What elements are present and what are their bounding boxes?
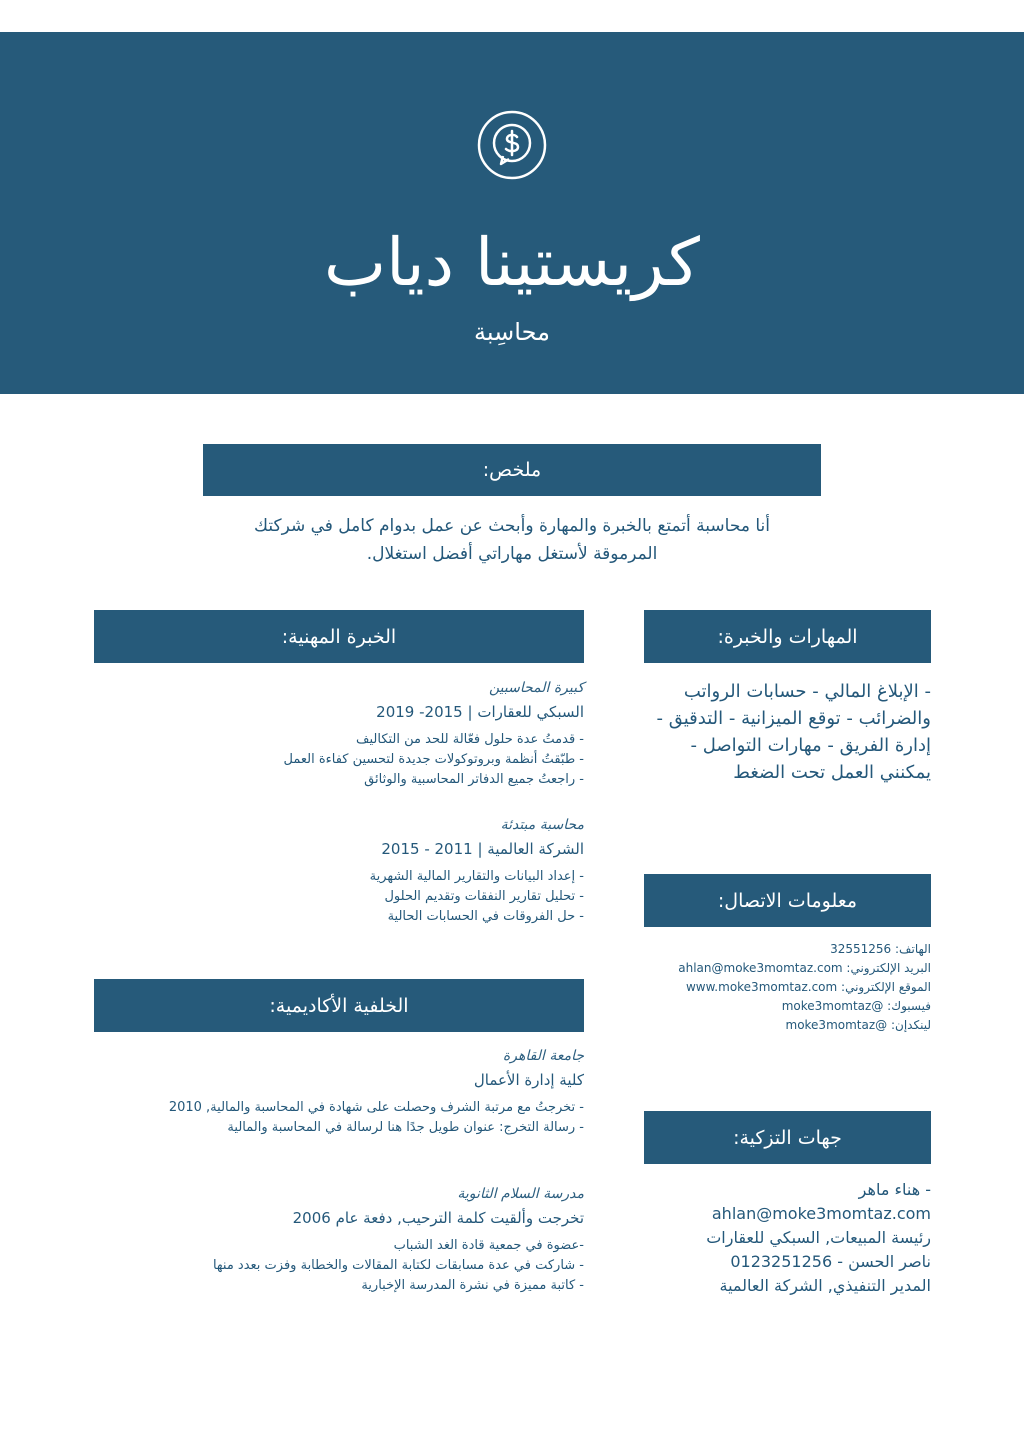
references-heading: جهات التزكية: xyxy=(733,1126,842,1149)
list-item: - قدمتُ عدة حلول فعّالة للحد من التكاليف xyxy=(356,732,584,747)
reference-line: المدير التنفيذي, الشركة العالمية xyxy=(719,1276,931,1295)
skills-heading: المهارات والخبرة: xyxy=(717,625,858,648)
reference-line: ناصر الحسن - 0123251256 xyxy=(730,1252,931,1271)
contact-list xyxy=(640,940,931,1035)
summary-heading: ملخص: xyxy=(482,459,542,481)
list-item: - رسالة التخرج: عنوان طويل جدًا هنا لرسالة في المحاسبة والمالية xyxy=(227,1120,584,1135)
experience-heading-bar xyxy=(94,610,584,663)
contact-facebook xyxy=(640,997,931,1016)
summary-text: أنا محاسبة أتمتع بالخبرة والمهارة وأبحث عن عمل بدوام كامل في شركتك المرموقة لأستغل مهاراتي أفضل استغلال. xyxy=(254,516,770,564)
job-company: الشركة العالمية | 2011 - 2015 xyxy=(381,840,584,858)
contact-email xyxy=(640,959,931,978)
email-label: البريد الإلكتروني: xyxy=(846,961,931,975)
list-item: - طبّقتُ أنظمة وبروتوكولات جديدة لتحسين كفاءة العمل xyxy=(283,752,584,767)
summary-heading-bar xyxy=(203,444,821,496)
education-heading: الخلفية الأكاديمية: xyxy=(269,994,409,1017)
website-label: الموقع الإلكتروني: xyxy=(841,980,931,994)
phone-value: 32551256 xyxy=(830,942,892,956)
reference-line: ahlan@moke3momtaz.com xyxy=(711,1204,931,1223)
linkedin-label: لينكدإن: xyxy=(890,1018,931,1032)
list-item: - كاتبة مميزة في نشرة المدرسة الإخبارية xyxy=(361,1278,584,1293)
website-value[interactable]: www.moke3momtaz.com xyxy=(685,980,838,994)
linkedin-value[interactable]: @moke3momtaz xyxy=(785,1018,888,1032)
contact-heading: معلومات الاتصال: xyxy=(717,889,858,912)
education-heading-bar xyxy=(94,979,584,1032)
school-program: كلية إدارة الأعمال xyxy=(473,1071,584,1089)
job-company: السبكي للعقارات | 2015- 2019 xyxy=(376,703,584,721)
contact-heading-bar xyxy=(644,874,931,927)
list-item: - إعداد البيانات والتقارير المالية الشهرية xyxy=(369,869,584,884)
reference-line: - هناء ماهر xyxy=(858,1180,931,1199)
job-role: كبيرة المحاسبين xyxy=(488,680,584,696)
job-entry-1 xyxy=(94,676,584,790)
education-notes xyxy=(94,1236,584,1296)
person-name: كريستينا دياب xyxy=(324,224,700,301)
list-item: - حل الفروقات في الحسابات الحالية xyxy=(387,909,584,924)
job-role: محاسبة مبتدئة xyxy=(500,817,584,833)
phone-label: الهاتف: xyxy=(895,942,931,956)
facebook-value[interactable]: @moke3momtaz xyxy=(781,999,884,1013)
dollar-chat-bubble-icon xyxy=(477,110,547,180)
list-item: - تحليل تقارير النفقات وتقديم الحلول xyxy=(384,889,584,904)
job-duties xyxy=(94,730,584,790)
list-item: - شاركت في عدة مسابقات لكتابة المقالات والخطابة وفزت بعدد منها xyxy=(212,1258,584,1273)
contact-website xyxy=(640,978,931,997)
list-item: - راجعتُ جميع الدفاتر المحاسبية والوثائق xyxy=(364,772,584,787)
skills-heading-bar xyxy=(644,610,931,663)
job-title: محاسِبة xyxy=(474,318,550,346)
job-duties xyxy=(94,867,584,927)
list-item: - تخرجتُ مع مرتبة الشرف وحصلت على شهادة في المحاسبة والمالية, 2010 xyxy=(168,1100,584,1115)
references-heading-bar xyxy=(644,1111,931,1164)
job-entry-2 xyxy=(94,813,584,927)
contact-linkedin xyxy=(640,1016,931,1035)
list-item: -عضوة في جمعية قادة الغد الشباب xyxy=(393,1238,584,1253)
school-name: جامعة القاهرة xyxy=(502,1048,584,1064)
contact-phone xyxy=(640,940,931,959)
school-program: تخرجت وألقيت كلمة الترحيب, دفعة عام 2006 xyxy=(292,1209,584,1227)
school-name: مدرسة السلام الثانوية xyxy=(457,1186,584,1202)
education-notes xyxy=(94,1098,584,1138)
reference-line: رئيسة المبيعات, السبكي للعقارات xyxy=(706,1228,931,1247)
education-entry-2 xyxy=(94,1182,584,1296)
experience-heading: الخبرة المهنية: xyxy=(281,625,397,648)
facebook-label: فيسبوك: xyxy=(887,999,931,1013)
skills-text: - الإبلاغ المالي - حسابات الرواتب والضرائب - توقع الميزانية - التدقيق - إدارة الفريق - مهارات التواصل - يمكنني العمل تحت الضغط xyxy=(656,681,931,783)
education-entry-1 xyxy=(94,1044,584,1138)
references-list xyxy=(644,1178,931,1298)
email-value[interactable]: ahlan@moke3momtaz.com xyxy=(678,961,843,975)
